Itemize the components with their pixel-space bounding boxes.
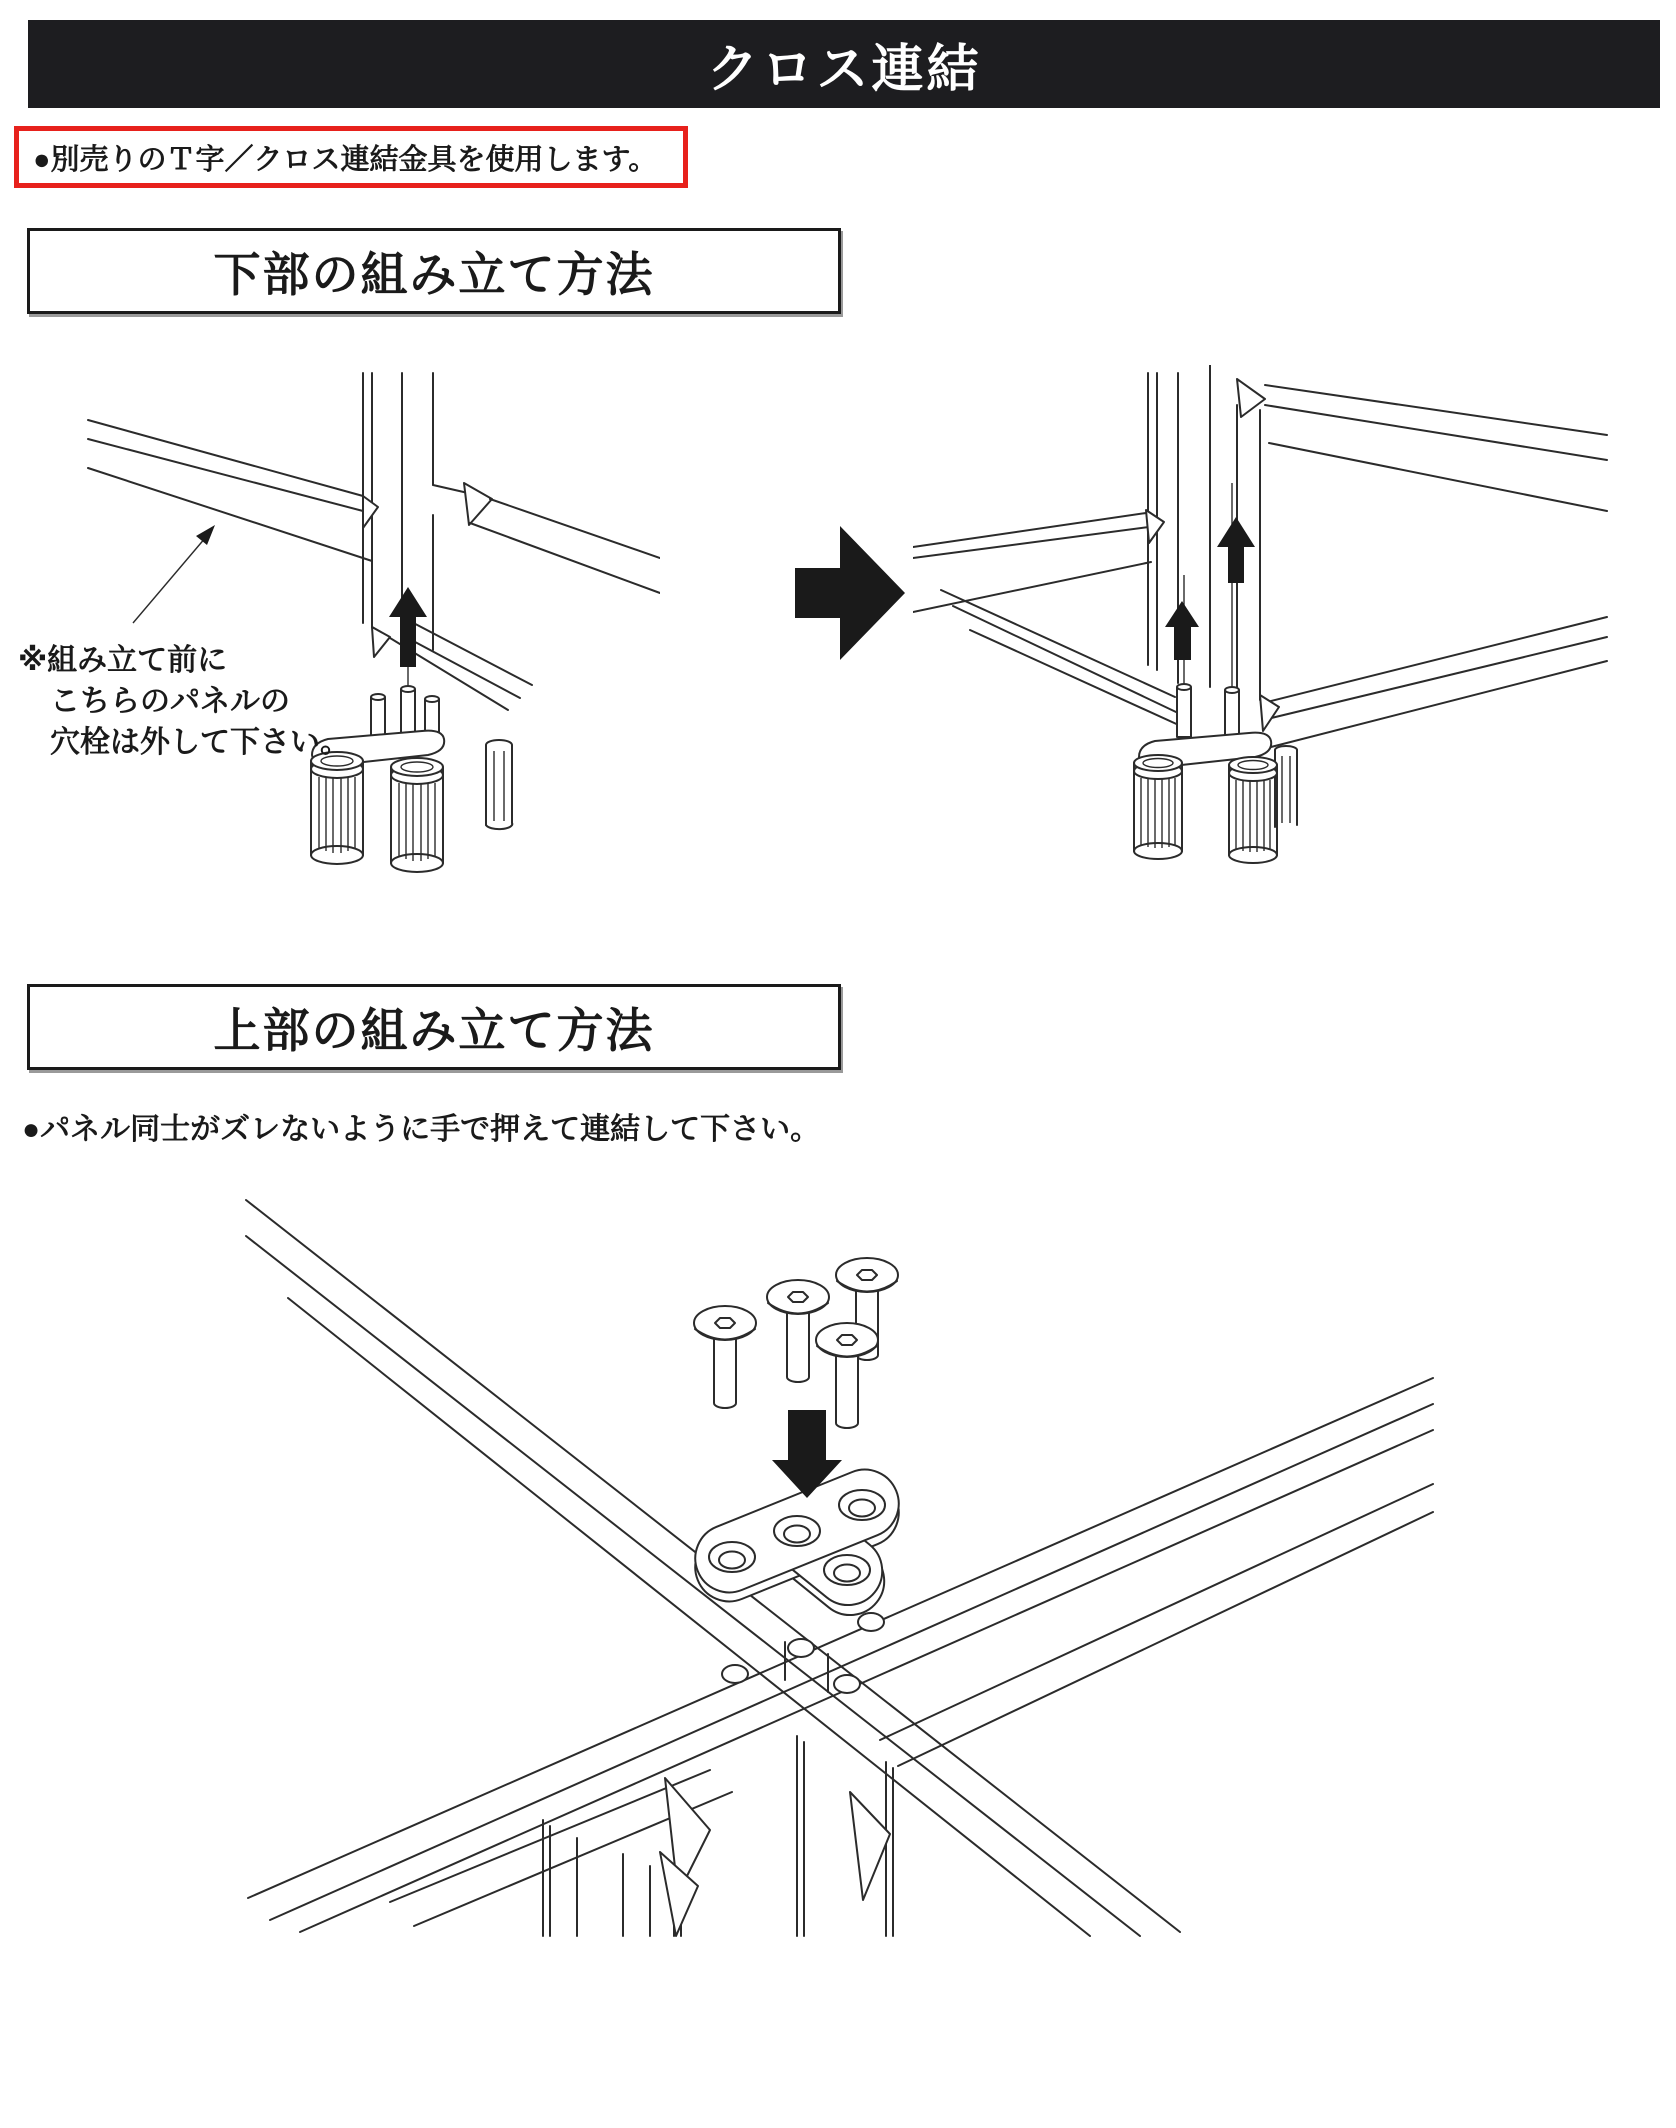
upper-section-heading-box [27, 984, 841, 1070]
hanging-panels [543, 1736, 893, 1936]
rear-foot [486, 740, 512, 829]
left-panel-bottom-rail [941, 590, 1183, 727]
upper-section-heading: 上部の組み立て方法 [213, 1003, 655, 1057]
top-note-text: ●別売りのＴ字／クロス連結金具を使用します。 [33, 143, 658, 176]
transition-right-arrow-icon [795, 523, 907, 663]
right-panel-top-rail [1265, 385, 1607, 511]
right-panel-bottom-rail [1260, 617, 1607, 747]
lower-section-heading-box [27, 228, 841, 314]
page-title: クロス連結 [706, 40, 982, 99]
left-panel-top-rail [913, 510, 1164, 612]
countersunk-screws [694, 1258, 898, 1428]
right-foot [1229, 757, 1277, 863]
left-foot [311, 752, 363, 864]
pre-assembly-annotation [18, 640, 350, 763]
lower-section-heading: 下部の組み立て方法 [213, 247, 655, 301]
pointer-arrow-icon [133, 525, 215, 623]
joined-posts [1148, 365, 1265, 700]
upper-section-note: ●パネル同士がズレないように手で押えて連結して下さい。 [22, 1113, 821, 1146]
right-foot [391, 758, 443, 872]
panel-right-rail [433, 483, 660, 593]
panel-bottom-rail [372, 617, 532, 710]
side-rails [390, 1484, 1433, 1926]
left-foot [1134, 755, 1182, 859]
up-arrow-icon [1217, 517, 1255, 583]
annotation-line-2: こちらのパネルの [50, 685, 290, 718]
up-arrow-icon [1165, 601, 1199, 660]
upper-assembly-illustration [240, 1180, 1440, 1940]
connector-pins [1177, 684, 1239, 740]
lower-assembly-after-illustration [913, 365, 1633, 905]
header-bar [28, 20, 1660, 108]
cross-junction [722, 1613, 884, 1693]
rear-foot [1275, 746, 1297, 827]
annotation-line-3: 穴栓は外して下さい。 [50, 726, 350, 759]
panel-top-rail [88, 420, 378, 561]
top-note-box [14, 126, 688, 188]
annotation-line-1: ※組み立て前に [18, 644, 228, 677]
lower-assembly-before-illustration [60, 365, 660, 905]
